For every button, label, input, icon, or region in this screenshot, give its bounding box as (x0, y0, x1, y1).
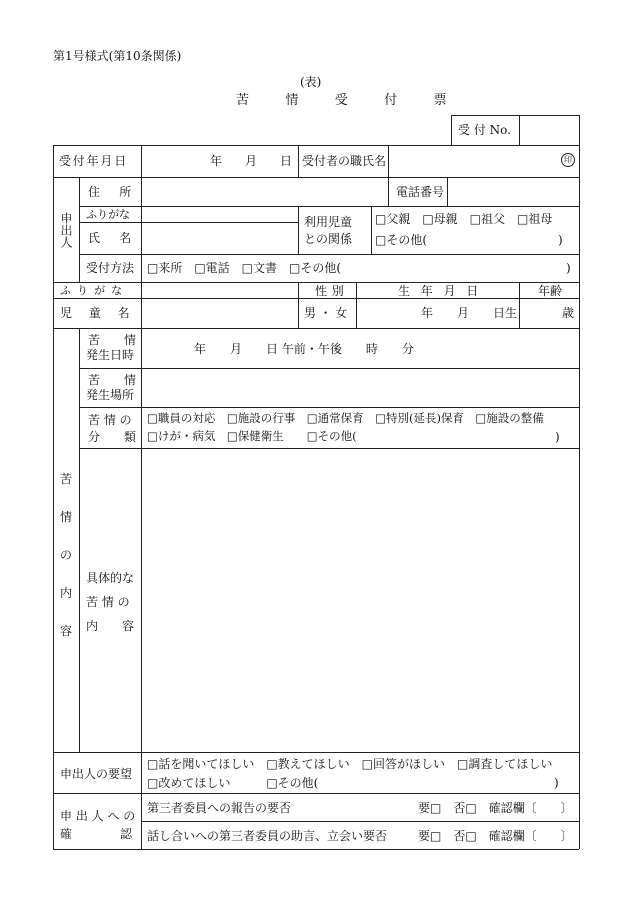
applicant-name-field[interactable] (143, 224, 296, 252)
applicant-furigana-field[interactable] (143, 208, 296, 221)
dob-label: 生年月日 (398, 284, 490, 298)
relation-label-2: との関係 (304, 232, 353, 246)
applicant-furigana-label: ふりがな (86, 208, 130, 221)
date-received-field[interactable] (143, 147, 296, 175)
confirmation-label-1: 申 出 人 へ の (60, 809, 136, 823)
child-name-label: 児童名 (60, 306, 147, 320)
reception-no-field[interactable] (521, 117, 577, 143)
phone-label: 電話番号 (396, 185, 445, 199)
complaint-detail-field[interactable] (143, 450, 577, 750)
gender-options[interactable]: 男・女 (304, 306, 351, 320)
classification-options-1[interactable]: □職員の対応 □施設の行事 □通常保育 □特別(延長)保育 □施設の整備 (147, 411, 544, 425)
dob-field[interactable]: 年 月 日生 (421, 306, 518, 320)
occurrence-date-label-2: 発生日時 (86, 348, 135, 362)
age-unit: 歳 (562, 306, 575, 320)
third-party-report-question: 第三者委員への報告の要否 (147, 801, 292, 815)
third-party-attendance-question: 話し合いへの第三者委員の助言、立会い要否 (147, 829, 388, 843)
third-party-report-options[interactable]: 要□ 否□ 確認欄〔 〕 (418, 801, 573, 815)
occurrence-place-field[interactable] (143, 370, 577, 406)
occurrence-place-label-1: 苦 情 (88, 373, 137, 387)
address-field[interactable] (143, 179, 386, 204)
form-number: 第1号様式(第10条関係) (53, 49, 182, 63)
seal-icon: 印 (561, 153, 575, 167)
child-furigana-label: ふりがな (60, 284, 129, 297)
age-label: 年齢 (538, 284, 563, 298)
relation-options-2[interactable]: □その他( (375, 233, 428, 247)
applicant-name-label: 氏 名 (88, 231, 135, 245)
detail-label-3: 内 容 (86, 619, 135, 633)
staff-name-label: 受付者の職氏名 (302, 154, 387, 168)
classification-label-1: 苦 情 の (88, 413, 132, 427)
request-options-1[interactable]: □話を聞いてほしい □教えてほしい □回答がほしい □調査してほしい (147, 757, 553, 771)
occurrence-date-label-1: 苦 情 (88, 333, 137, 347)
relation-close-paren: ) (558, 233, 563, 247)
staff-name-field[interactable] (390, 147, 558, 175)
third-party-attendance-options[interactable]: 要□ 否□ 確認欄〔 〕 (418, 829, 573, 843)
request-options-2[interactable]: □改めてほしい □その他( (147, 776, 319, 790)
detail-label-1: 具体的な (86, 571, 135, 585)
reception-method-label: 受付方法 (86, 261, 135, 275)
detail-label-2: 苦 情 の (86, 595, 130, 609)
gender-label: 性別 (315, 284, 349, 298)
address-label: 住 所 (88, 185, 135, 199)
date-received-label: 受付年月日 (59, 154, 129, 168)
reception-no-label: 受 付 No. (458, 123, 511, 137)
child-furigana-field[interactable] (143, 284, 296, 297)
age-field[interactable] (521, 300, 559, 326)
classification-options-2[interactable]: □けが・病気 □保健衛生 □その他( (147, 429, 357, 443)
applicant-request-label: 申出人の要望 (60, 767, 133, 781)
date-month-unit: 月 (245, 154, 258, 168)
complaint-content-group-label: 苦情の内容 (59, 472, 72, 638)
form-side: (表) (300, 75, 322, 89)
applicant-group-label: 申出人 (59, 212, 73, 248)
request-close-paren: ) (554, 776, 559, 790)
classification-close-paren: ) (555, 430, 560, 444)
date-day-unit: 日 (280, 154, 293, 168)
form-title: 苦 情 受 付 票 (236, 93, 459, 108)
phone-field[interactable] (449, 179, 577, 204)
relation-options-1[interactable]: □父親 □母親 □祖父 □祖母 (375, 212, 553, 226)
reception-method-close-paren: ) (566, 261, 571, 275)
date-year-unit: 年 (210, 154, 223, 168)
reception-method-options[interactable]: □来所 □電話 □文書 □その他( (147, 261, 342, 275)
child-name-field[interactable] (143, 300, 296, 326)
relation-label-1: 利用児童 (304, 215, 353, 229)
occurrence-place-label-2: 発生場所 (86, 388, 135, 402)
classification-label-2: 分 類 (88, 430, 137, 444)
confirmation-label-2: 確 認 (60, 827, 133, 841)
occurrence-date-field[interactable]: 年 月 日 午前・午後 時 分 (194, 342, 414, 356)
